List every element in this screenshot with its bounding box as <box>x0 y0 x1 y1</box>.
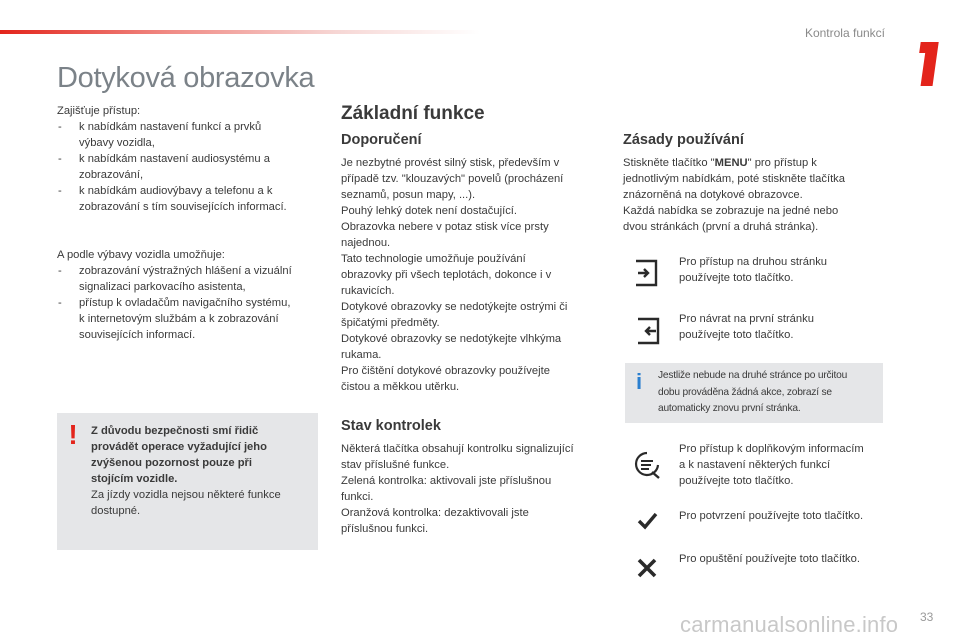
basic-functions-heading: Základní funkce <box>341 103 485 124</box>
usage-heading: Zásady používání <box>623 132 744 148</box>
header-accent-bar <box>0 30 480 34</box>
chapter-number <box>905 40 945 88</box>
list-item: - přístup k ovladačům navigačního systému, k internetovým službám a k zobrazování souvisejících informací. <box>57 295 325 343</box>
next-page-icon <box>632 258 662 288</box>
chapter-number-text: 1 <box>905 40 906 41</box>
usage-text: Stiskněte tlačítko "MENU" pro přístup k jednotlivým nabídkám, poté stiskněte tlačítka znázorněná na dotykové obrazovce. Každá nabídka se zobrazuje na jedné nebo dvou stránkách (první a druhá stránka). <box>623 157 845 233</box>
cross-icon <box>632 553 662 583</box>
watermark: carmanualsonline.info <box>680 612 899 637</box>
menu-word: MENU <box>714 157 748 169</box>
list-item: - k nabídkám audiovýbavy a telefonu a k zobrazování s tím souvisejících informací. <box>57 183 325 215</box>
recommendations-heading: Doporučení <box>341 132 422 148</box>
status-heading: Stav kontrolek <box>341 418 441 434</box>
info-text: Jestliže nebude na druhé stránce po určitou dobu prováděna žádná akce, zobrazí se automaticky znovu první stránka. <box>658 370 848 414</box>
access-list <box>57 119 325 215</box>
info-icon: i <box>635 369 643 394</box>
recommendations-text: Je nezbytné provést silný stisk, především v případě tzv. "klouzavých" povelů (procházení seznamů, posun mapy, ...). Pouhý lehký dotek není dostačující. Obrazovka nebere v potaz stisk více prsty najednou. Tato technologie umožňuje používání obrazovky při všech teplotách, dokonce i v rukavicích. Dotykové obrazovky se nedotýkejte ostrými či špičatými předměty. Dotykové obrazovky se nedotýkejte vlhkýma rukama. Pro čištění dotykové obrazovky používejte čistou a měkkou utěrku. <box>341 157 568 393</box>
list-item: - k nabídkám nastavení audiosystému a zobrazování, <box>57 151 325 183</box>
confirm-text: Pro potvrzení používejte toto tlačítko. <box>679 510 864 522</box>
warning-text: Z důvodu bezpečnosti smí řidič provádět operace vyžadující jeho zvýšenou pozornost pouze při stojícím vozidle. Za jízdy vozidla nejsou některé funkce dostupné. <box>91 425 281 517</box>
exclamation-icon: ! <box>68 419 78 450</box>
section-label: Kontrola funkcí <box>804 26 885 40</box>
exit-text: Pro opuštění používejte toto tlačítko. <box>679 553 860 565</box>
intro-lead: Zajišťuje přístup: <box>57 105 141 117</box>
next-page-text: Pro přístup na druhou stránku používejte toto tlačítko. <box>679 256 828 284</box>
previous-page-icon <box>632 316 662 346</box>
options-menu-icon <box>632 450 662 480</box>
intro-lead-2: A podle výbavy vozidla umožňuje: <box>57 249 225 261</box>
page-number: 33 <box>920 610 934 624</box>
previous-page-text: Pro návrat na první stránku používejte toto tlačítko. <box>679 313 814 341</box>
list-item: - k nabídkám nastavení funkcí a prvků výbavy vozidla, <box>57 119 325 151</box>
list-item: - zobrazování výstražných hlášení a vizuální signalizaci parkovacího asistenta, <box>57 263 325 295</box>
intro-block <box>57 103 325 343</box>
options-text: Pro přístup k doplňkovým informacím a k nastavení některých funkcí používejte toto tlačítko. <box>679 443 864 487</box>
checkmark-icon <box>632 506 662 536</box>
page-title: Dotyková obrazovka <box>57 62 315 94</box>
enable-list <box>57 263 325 343</box>
status-text: Některá tlačítka obsahují kontrolku signalizující stav příslušné funkce. Zelená kontrolka: aktivovali jste příslušnou funkci. Oranžová kontrolka: dezaktivovali jste příslušnou funkci. <box>341 443 574 535</box>
